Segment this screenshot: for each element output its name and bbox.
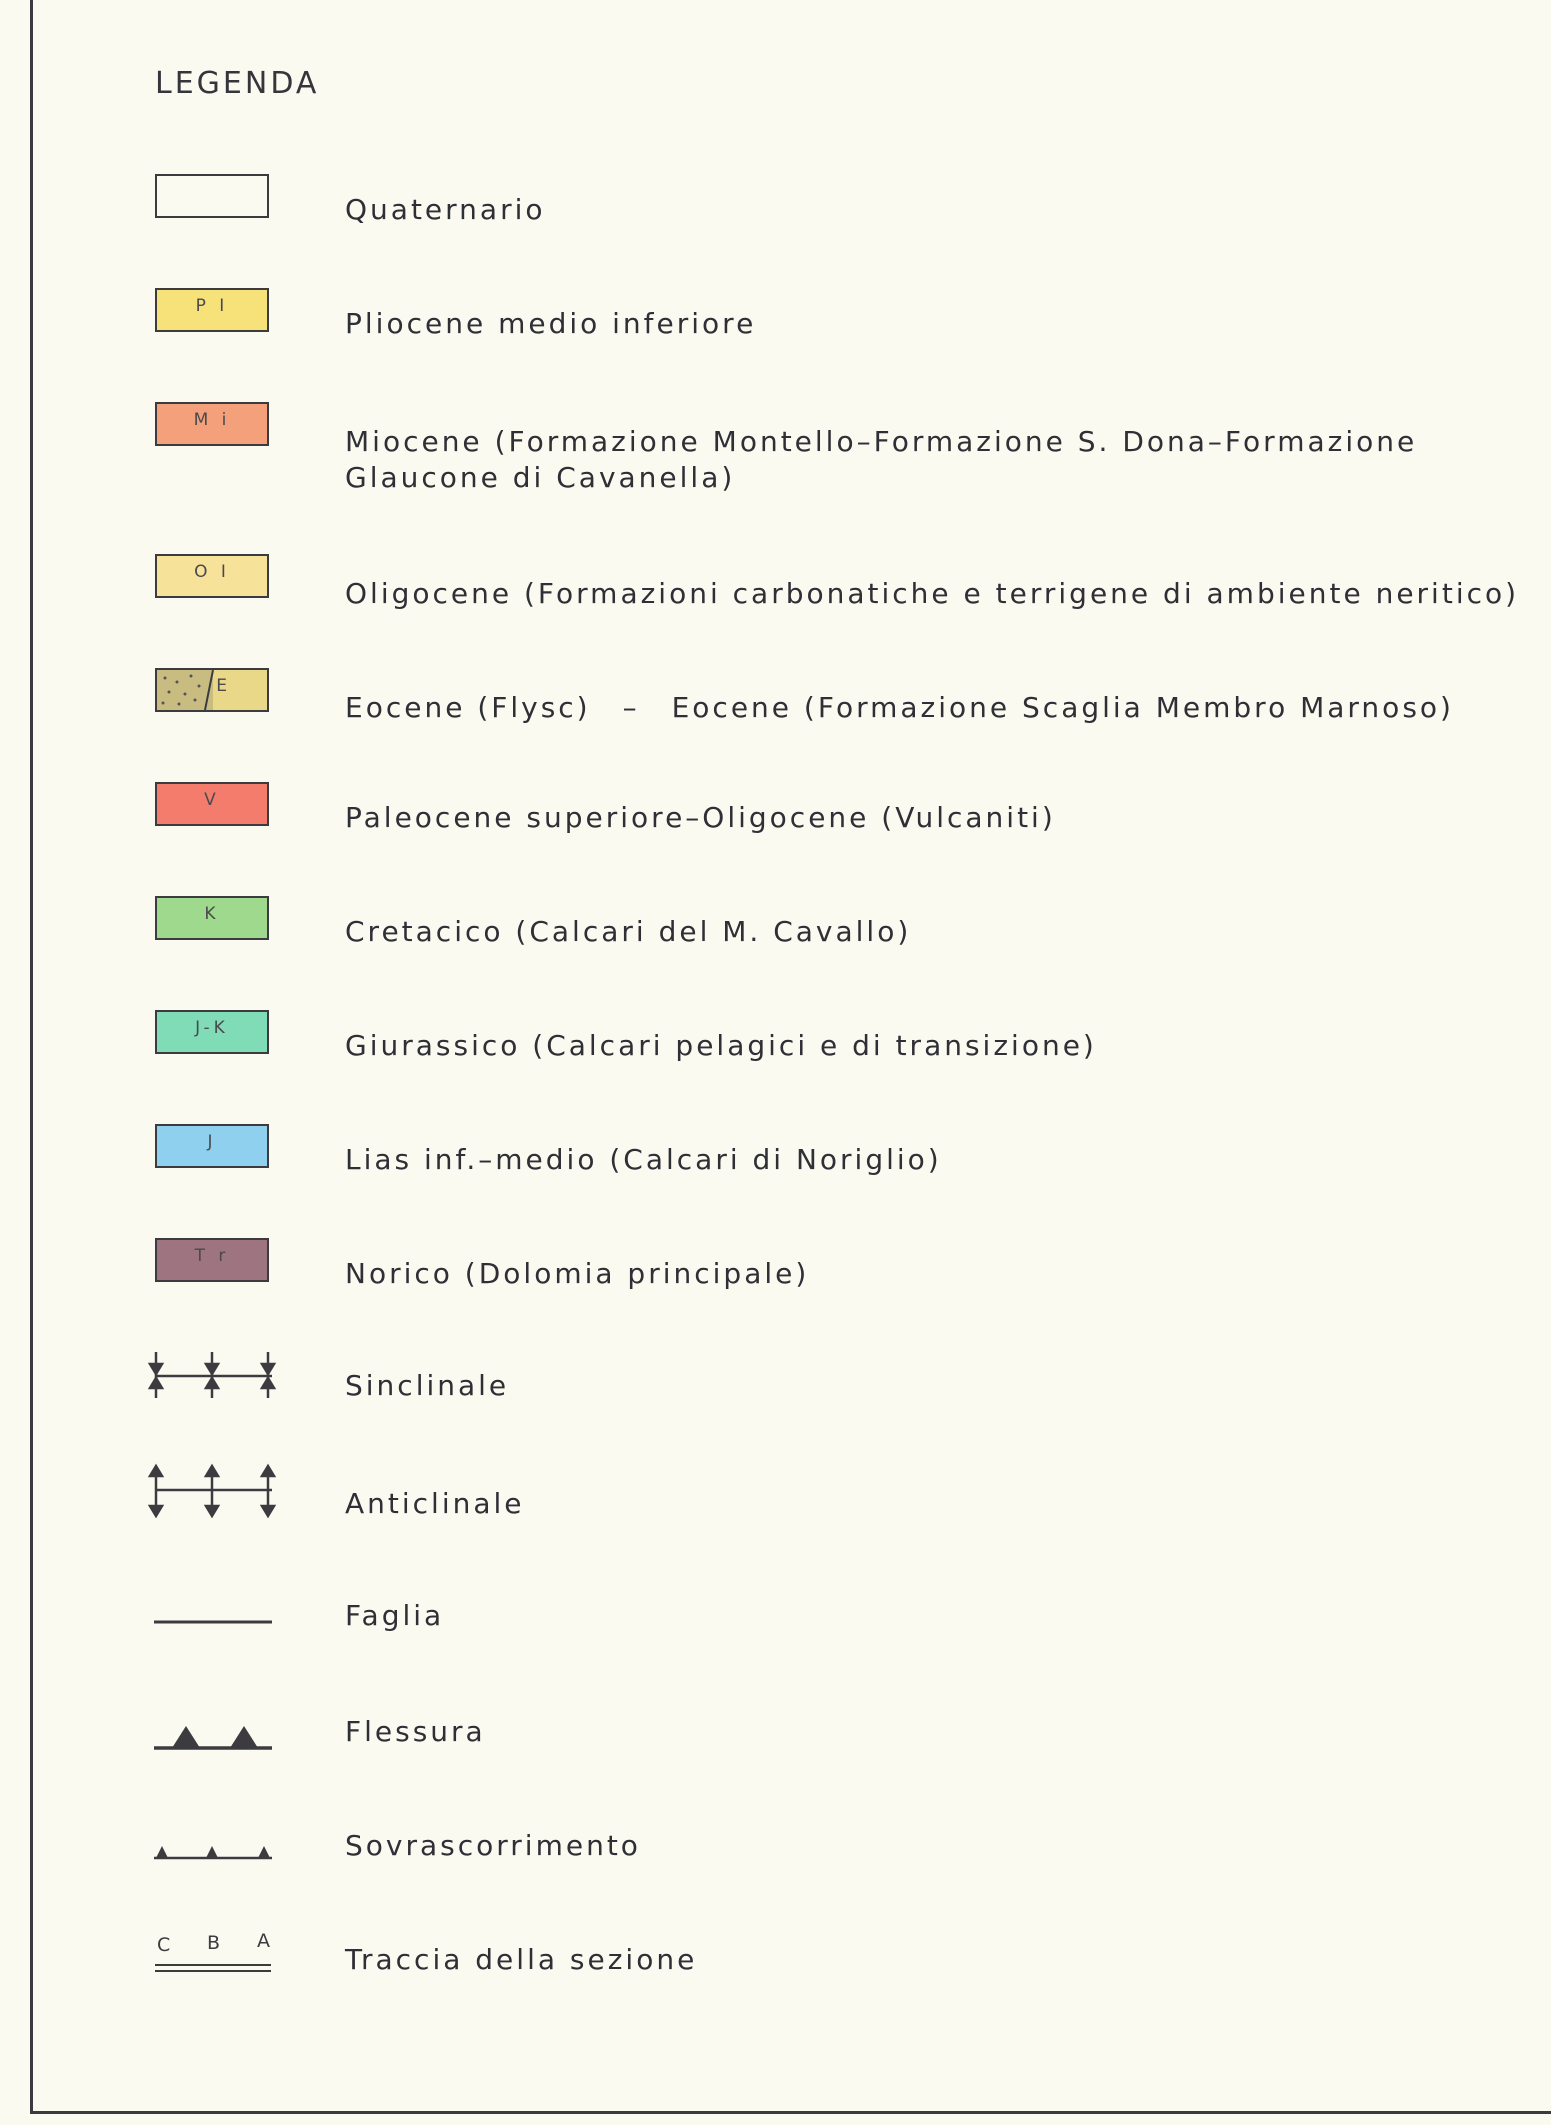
legend-item-quaternario (0, 174, 1551, 234)
thrust-symbol-icon (150, 1828, 280, 1864)
unit-code: V (204, 790, 220, 810)
syncline-symbol-icon (150, 1350, 280, 1400)
unit-code: K (204, 904, 220, 924)
legend-item-faglia (0, 1596, 1551, 1656)
legend-label: Faglia (345, 1599, 445, 1632)
color-swatch (155, 288, 269, 332)
unit-code: M i (193, 410, 231, 430)
section-letter-b: B (207, 1932, 221, 1954)
legend-item-traccia-sezione (0, 1928, 1551, 1988)
section-letter-a: A (257, 1930, 270, 1952)
color-swatch (155, 1238, 269, 1282)
color-swatch (155, 782, 269, 826)
legend-label: Anticlinale (345, 1487, 525, 1520)
legend-item-pliocene (0, 288, 1551, 348)
legend-label-line2: Glaucone di Cavanella) (345, 461, 736, 494)
legend-item-paleocene (0, 782, 1551, 842)
legend-label: Lias inf.–medio (Calcari di Noriglio) (345, 1143, 942, 1176)
legend-label-separator: – (622, 691, 640, 724)
legend-item-sovrascorrimento (0, 1814, 1551, 1874)
legend-label: Paleocene superiore–Oligocene (Vulcaniti) (345, 801, 1056, 834)
legend-label: Cretacico (Calcari del M. Cavallo) (345, 915, 912, 948)
legend-label: Oligocene (Formazioni carbonatiche e terrigene di ambiente neritico) (345, 577, 1520, 610)
legend-label: Miocene (Formazione Montello–Formazione S. Dona–Formazione (345, 425, 1418, 458)
color-swatch (155, 1010, 269, 1054)
legend-title: LEGENDA (155, 66, 320, 101)
color-swatch (155, 668, 269, 712)
section-trace-icon (155, 1932, 271, 1976)
color-swatch (155, 174, 269, 218)
color-swatch (155, 554, 269, 598)
legend-item-cretacico (0, 896, 1551, 956)
unit-code: O I (194, 562, 230, 582)
unit-code: T r (194, 1246, 230, 1266)
unit-code: E (216, 676, 231, 696)
unit-code: J-K (195, 1018, 229, 1038)
legend-item-lias (0, 1124, 1551, 1184)
unit-code: J (207, 1132, 217, 1152)
flexure-symbol-icon (150, 1710, 280, 1754)
legend-item-anticlinale (0, 1464, 1551, 1524)
legend-label: Pliocene medio inferiore (345, 307, 757, 340)
legend-label-part-c: Eocene (Formazione Scaglia Membro Marnoso) (671, 691, 1454, 724)
color-swatch (155, 402, 269, 446)
unit-code: P I (195, 296, 229, 316)
flysch-pattern-icon (157, 670, 217, 710)
legend-item-sinclinale (0, 1350, 1551, 1410)
legend-label: Quaternario (345, 193, 546, 226)
legend-item-flessura (0, 1700, 1551, 1760)
color-swatch (155, 1124, 269, 1168)
legend-item-norico (0, 1238, 1551, 1298)
anticline-symbol-icon (150, 1464, 280, 1520)
legend-item-giurassico (0, 1010, 1551, 1070)
legend-label (345, 690, 1454, 726)
legend-label-part-a: Eocene (Flysc) (345, 691, 591, 724)
legend-label: Traccia della sezione (345, 1943, 698, 1976)
legend-item-eocene (0, 668, 1551, 728)
legend-label: Norico (Dolomia principale) (345, 1257, 810, 1290)
legend-label: Sinclinale (345, 1369, 510, 1402)
legend-item-oligocene (0, 554, 1551, 614)
legend-label: Flessura (345, 1715, 486, 1748)
section-letter-c: C (157, 1934, 171, 1956)
fault-line-icon (150, 1612, 280, 1632)
legend-item-miocene (0, 402, 1551, 502)
legend-label: Sovrascorrimento (345, 1829, 641, 1862)
legend-label: Giurassico (Calcari pelagici e di transizione) (345, 1029, 1097, 1062)
color-swatch (155, 896, 269, 940)
